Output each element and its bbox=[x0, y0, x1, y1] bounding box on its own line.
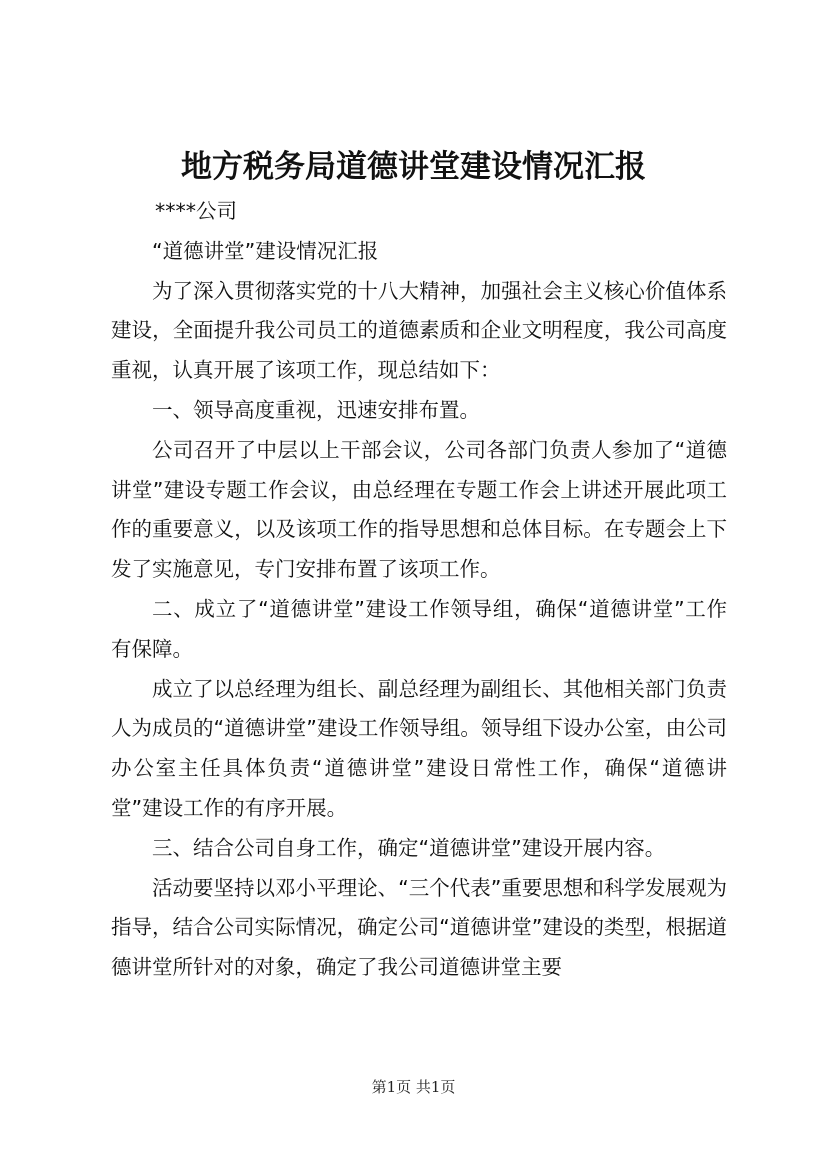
intro-paragraph: 为了深入贯彻落实党的十八大精神，加强社会主义核心价值体系建设，全面提升我公司员工的道德素质和企业文明程度，我公司高度重视，认真开展了该项工作，现总结如下： bbox=[111, 278, 727, 383]
company-name: ****公司 bbox=[155, 199, 237, 223]
document-title: 地方税务局道德讲堂建设情况汇报 bbox=[181, 149, 646, 185]
section-heading-1: 一、领导高度重视，迅速安排布置。 bbox=[152, 397, 480, 422]
section-heading-3: 三、结合公司自身工作，确定“道德讲堂”建设开展内容。 bbox=[152, 835, 666, 860]
section-paragraph-1: 公司召开了中层以上干部会议，公司各部门负责人参加了“道德讲堂”建设专题工作会议，由总经理在专题工作会上讲述开展此项工作的重要意义，以及该项工作的指导思想和总体目标。在专题会上下发了实施意见，专门安排布置了该项工作。 bbox=[111, 437, 727, 582]
section-paragraph-2: 成立了以总经理为组长、副总经理为副组长、其他相关部门负责人为成员的“道德讲堂”建设工作领导组。领导组下设办公室，由公司办公室主任具体负责“道德讲堂”建设日常性工作，确保“道德讲堂”建设工作的有序开展。 bbox=[111, 676, 727, 820]
section-heading-2: 二、成立了“道德讲堂”建设工作领导组，确保“道德讲堂”工作有保障。 bbox=[111, 596, 727, 661]
page-footer: 第1页 共1页 bbox=[371, 1078, 456, 1096]
report-subtitle: “道德讲堂”建设情况汇报 bbox=[152, 238, 379, 263]
document-body bbox=[111, 192, 727, 988]
section-paragraph-3: 活动要坚持以邓小平理论、“三个代表”重要思想和科学发展观为指导，结合公司实际情况，确定公司“道德讲堂”建设的类型，根据道德讲堂所针对的对象，确定了我公司道德讲堂主要 bbox=[111, 875, 727, 980]
